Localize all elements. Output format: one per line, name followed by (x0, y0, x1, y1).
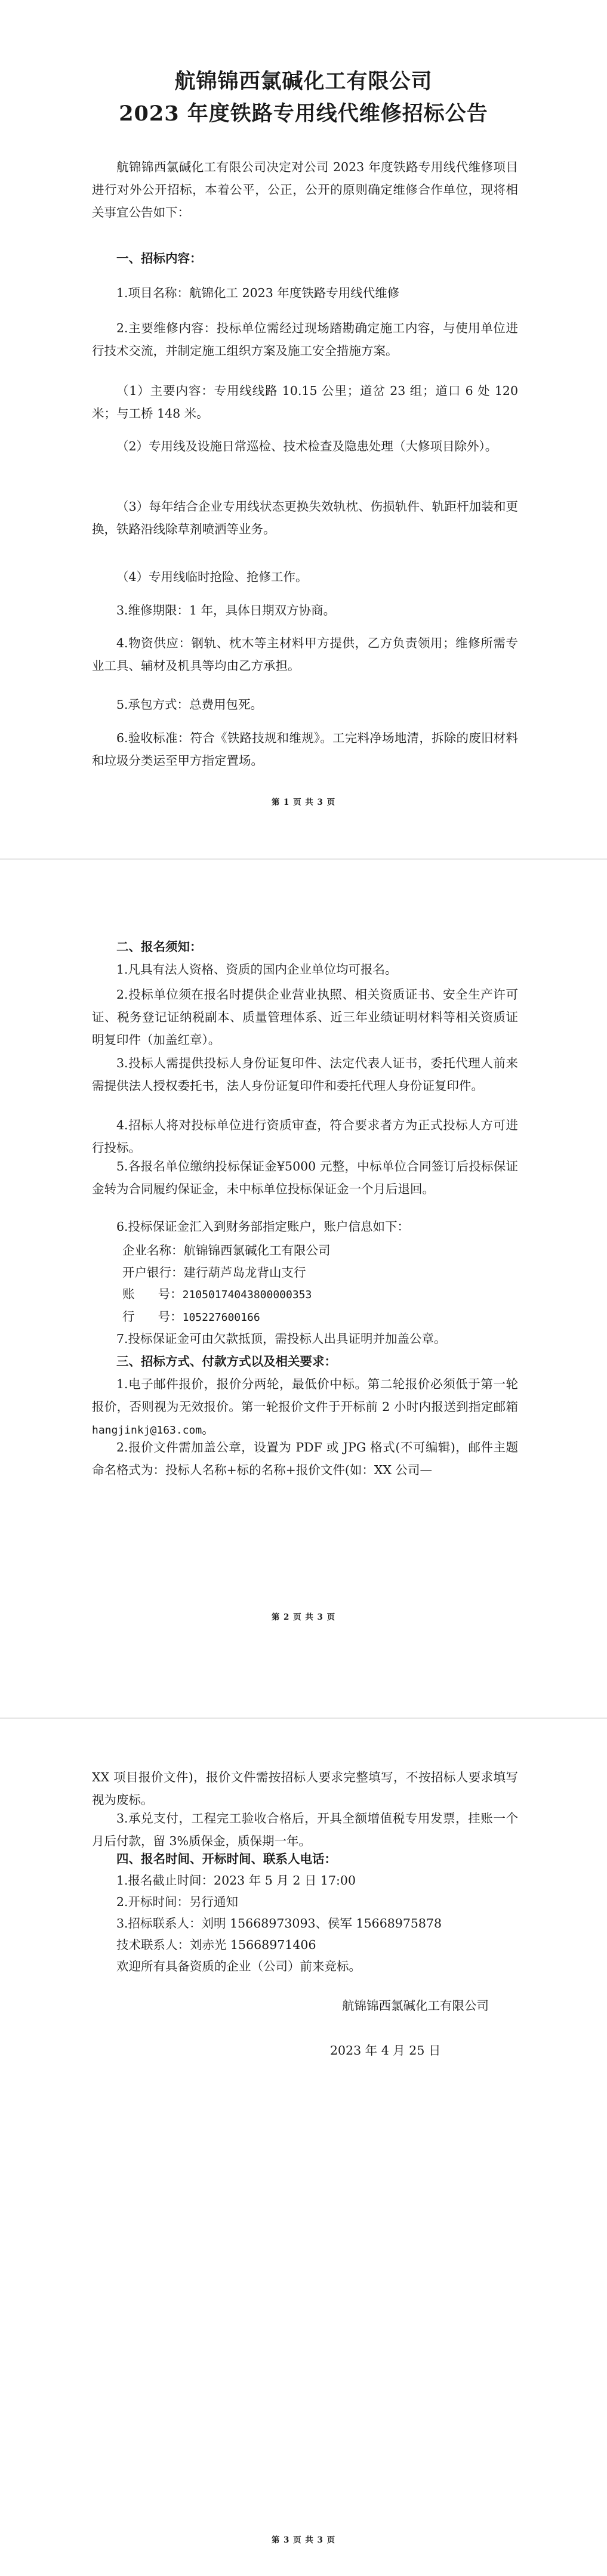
section-2-heading: 二、报名须知： (116, 940, 202, 954)
s1-item-6: 6.验收标准：符合《铁路技规和维规》。工完料净场地清，拆除的废旧材料和垃圾分类运至甲方指定置场。 (92, 731, 518, 768)
page-1 (0, 0, 607, 858)
s1-item-1: 1.项目名称：航锦化工 2023 年度铁路专用线代维修 (116, 286, 400, 300)
page-2 (0, 860, 607, 1718)
s2-item-1: 1.凡具有法人资格、资质的国内企业单位均可报名。 (116, 962, 398, 977)
page-3-footer: 第 3 页 共 3 页 (271, 2535, 336, 2545)
s1-sub-3: （3）每年结合企业专用线状态更换失效轨枕、伤损轨件、轨距杆加装和更换，铁路沿线除草剂喷洒等业务。 (92, 499, 518, 536)
bank-code-label: 行 号： (122, 1309, 183, 1324)
doc-title-line-2: 2023 年度铁路专用线代维修招标公告 (119, 101, 488, 126)
s3-item-2-part-1: 2.报价文件需加盖公章，设置为 PDF 或 JPG 格式(不可编辑)，邮件主题命名格式为：投标人名称+标的名称+报价文件(如：XX 公司— (92, 1440, 518, 1477)
s4-welcome: 欢迎所有具备资质的企业（公司）前来竞标。 (116, 1959, 361, 1973)
s1-sub-2: （2）专用线及设施日常巡检、技术检查及隐患处理（大修项目除外）。 (116, 439, 498, 453)
s4-tech-contact: 技术联系人：刘赤光 15668971406 (116, 1938, 316, 1952)
s3-item-3: 3.承兑支付，工程完工验收合格后，开具全额增值税专用发票，挂账一个月后付款，留 3%质保金，质保期一年。 (92, 1811, 518, 1848)
s4-item-2: 2.开标时间：另行通知 (116, 1895, 239, 1909)
s3-item-1-text: 1.电子邮件报价，报价分两轮，最低价中标。第二轮报价必须低于第一轮报价，否则视为无效报价。第一轮报价文件于开标前 2 小时内报送到指定邮箱 (92, 1377, 518, 1414)
s1-item-4: 4.物资供应：钢轨、枕木等主材料甲方提供，乙方负责领用；维修所需专业工具、辅材及机具等均由乙方承担。 (92, 636, 518, 673)
account-company-name: 企业名称：航锦锦西氯碱化工有限公司 (122, 1243, 331, 1258)
account-bank: 开户银行：建行葫芦岛龙背山支行 (122, 1265, 306, 1280)
account-number-value: 21050174043800000353 (182, 1289, 312, 1301)
s1-item-2: 2.主要维修内容：投标单位需经过现场踏勘确定施工内容，与使用单位进行技术交流，并制定施工组织方案及施工安全措施方案。 (92, 321, 518, 358)
s1-item-3: 3.维修期限：1 年，具体日期双方协商。 (116, 603, 336, 617)
s2-item-7: 7.投标保证金可由欠款抵顶，需投标人出具证明并加盖公章。 (116, 1332, 446, 1346)
s2-item-4: 4.招标人将对投标单位进行资质审查，符合要求者方为正式投标人方可进行投标。 (92, 1118, 518, 1155)
s2-item-6: 6.投标保证金汇入到财务部指定账户，账户信息如下： (116, 1219, 410, 1234)
s1-item-5: 5.承包方式：总费用包死。 (116, 697, 263, 712)
page-2-footer: 第 2 页 共 3 页 (271, 1613, 336, 1622)
account-number-label: 账 号： (122, 1287, 183, 1301)
signature-date: 2023 年 4 月 25 日 (330, 2043, 441, 2058)
s4-item-3: 3.招标联系人：刘明 15668973093、侯军 15668975878 (116, 1916, 442, 1931)
bid-email-address: hangjinkj@163.com (92, 1424, 202, 1437)
doc-title-line-1: 航锦锦西氯碱化工有限公司 (174, 69, 433, 94)
intro-paragraph: 航锦锦西氯碱化工有限公司决定对公司 2023 年度铁路专用线代维修项目进行对外公开招标，本着公平，公正，公开的原则确定维修合作单位，现将相关事宜公告如下： (92, 160, 518, 220)
bank-code-row (122, 1306, 260, 1328)
section-1-heading: 一、招标内容： (116, 251, 202, 265)
s2-item-2: 2.投标单位须在报名时提供企业营业执照、相关资质证书、安全生产许可证、税务登记证纳税副本、质量管理体系、近三年业绩证明材料等相关资质证明复印件（加盖红章）。 (92, 987, 518, 1047)
page-3 (0, 1719, 607, 2576)
s3-item-2-part-2: XX 项目报价文件)，报价文件需按招标人要求完整填写，不按招标人要求填写视为废标。 (92, 1770, 518, 1807)
s1-sub-1: （1）主要内容：专用线线路 10.15 公里；道岔 23 组；道口 6 处 120 米；与工桥 148 米。 (92, 384, 518, 421)
s3-item-1-end: 。 (202, 1422, 214, 1437)
s2-item-3: 3.投标人需提供投标人身份证复印件、法定代表人证书，委托代理人前来需提供法人授权委托书，法人身份证复印件和委托代理人身份证复印件。 (92, 1056, 518, 1093)
s3-item-1 (92, 1373, 518, 1442)
signature-company: 航锦锦西氯碱化工有限公司 (342, 1999, 489, 2013)
s1-sub-4: （4）专用线临时抢险、抢修工作。 (116, 570, 308, 584)
section-3-heading: 三、招标方式、付款方式以及相关要求： (116, 1354, 337, 1369)
section-4-heading: 四、报名时间、开标时间、联系人电话： (116, 1852, 337, 1866)
page-1-footer: 第 1 页 共 3 页 (271, 798, 336, 807)
bank-code-value: 105227600166 (182, 1311, 260, 1324)
account-number-row (122, 1284, 312, 1305)
s2-item-5: 5.各报名单位缴纳投标保证金¥5000 元整，中标单位合同签订后投标保证金转为合同履约保证金，未中标单位投标保证金一个月后退回。 (92, 1159, 518, 1196)
s4-item-1: 1.报名截止时间：2023 年 5 月 2 日 17:00 (116, 1873, 356, 1888)
